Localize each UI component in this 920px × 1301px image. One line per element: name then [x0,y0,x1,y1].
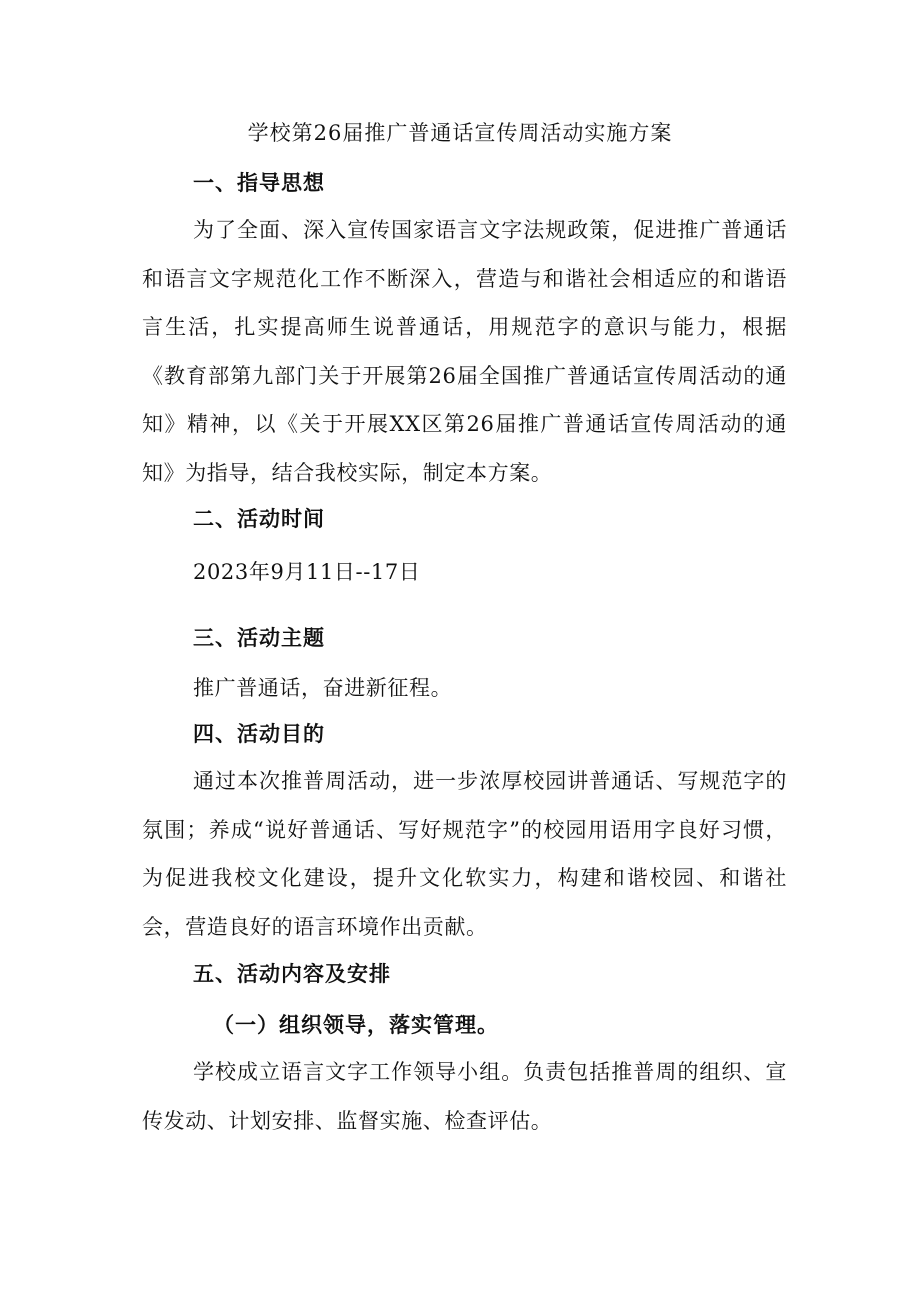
section-heading-activity-purpose: 四、活动目的 [193,721,325,746]
section-body-activity-theme: 推广普通话，奋进新征程。 [193,676,453,700]
section-heading-activity-theme: 三、活动主题 [193,625,325,650]
section-body-activity-time: 2023年9月11日--17日 [193,560,421,584]
section-heading-guiding-ideology: 一、指导思想 [193,170,325,195]
section-body-guiding-ideology: 为了全面、深入宣传国家语言文字法规政策，促进推广普通话和语言文字规范化工作不断深入，营造与和谐社会相适应的和谐语言生活，扎实提高师生说普通话，用规范字的意识与能力，根据《教育部第九部门关于开展第26届全国推广普通话宣传周活动的通知》精神，以《关于开展XX区第26届推广普通话宣传周活动的通知》为指导，结合我校实际，制定本方案。 [142,218,787,485]
subsection-body-organization: 学校成立语言文字工作领导小组。负责包括推普周的组织、宣传发动、计划安排、监督实施、检查评估。 [142,1060,787,1133]
document-title: 学校第26届推广普通话宣传周活动实施方案 [247,121,673,145]
section-heading-activity-content: 五、活动内容及安排 [193,961,391,986]
subsection-heading-organization: （一）组织领导，落实管理。 [213,1012,499,1037]
section-body-activity-purpose: 通过本次推普周活动，进一步浓厚校园讲普通话、写规范字的氛围；养成“说好普通话、写好规范字”的校园用语用字良好习惯，为促进我校文化建设，提升文化软实力，构建和谐校园、和谐社会，营造良好的语言环境作出贡献。 [142,769,787,939]
section-heading-activity-time: 二、活动时间 [193,506,325,531]
